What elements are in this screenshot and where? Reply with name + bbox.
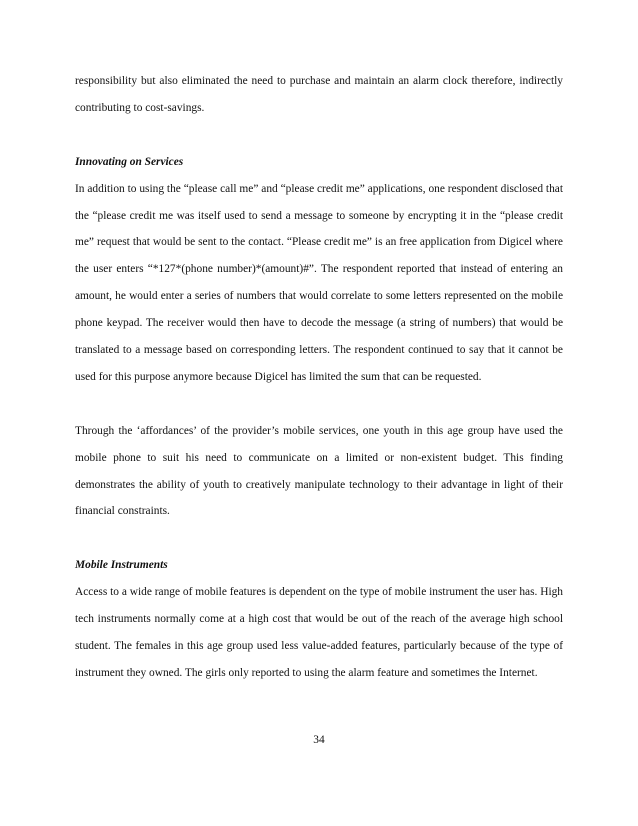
heading-innovating-on-services: Innovating on Services (75, 155, 184, 168)
paragraph-gap (75, 391, 563, 418)
heading-mobile-instruments: Mobile Instruments (75, 559, 168, 572)
page-number: 34 (313, 734, 325, 746)
paragraph-gap (75, 122, 563, 149)
paragraph-affordances: Through the ‘affordances’ of the provider’s mobile services, one youth in this age group have used the mobile phone to suit his need to communicate on a limited or non-existent budget. This finding demonstrates the ability of youth to creatively manipulate technology to their advantage in light of their financial constraints. (75, 424, 563, 518)
paragraph-gap (75, 525, 563, 552)
page-body (75, 68, 563, 687)
paragraph-please-credit-me: In addition to using the “please call me” and “please credit me” applications, one respondent disclosed that the “please credit me was itself used to send a message to someone by encrypting it in the “please credit me” request that would be sent to the contact. “Please credit me” is an free application from Digicel where the user enters “*127*(phone number)*(amount)#”. The respondent reported that instead of entering an amount, he would enter a series of numbers that would correlate to some letters represented on the mobile phone keypad. The receiver would then have to decode the message (a string of numbers) that would be translated to a message based on corresponding letters. The respondent continued to say that it cannot be used for this purpose anymore because Digicel has limited the sum that can be requested. (75, 182, 563, 383)
paragraph-cost-savings: responsibility but also eliminated the need to purchase and maintain an alarm clock therefore, indirectly contributing to cost-savings. (75, 75, 563, 114)
paragraph-mobile-instruments: Access to a wide range of mobile features is dependent on the type of mobile instrument the user has. High tech instruments normally come at a high cost that would be out of the reach of the average high school student. The females in this age group used less value-added features, particularly because of the type of instrument they owned. The girls only reported to using the alarm feature and sometimes the Internet. (75, 586, 563, 679)
